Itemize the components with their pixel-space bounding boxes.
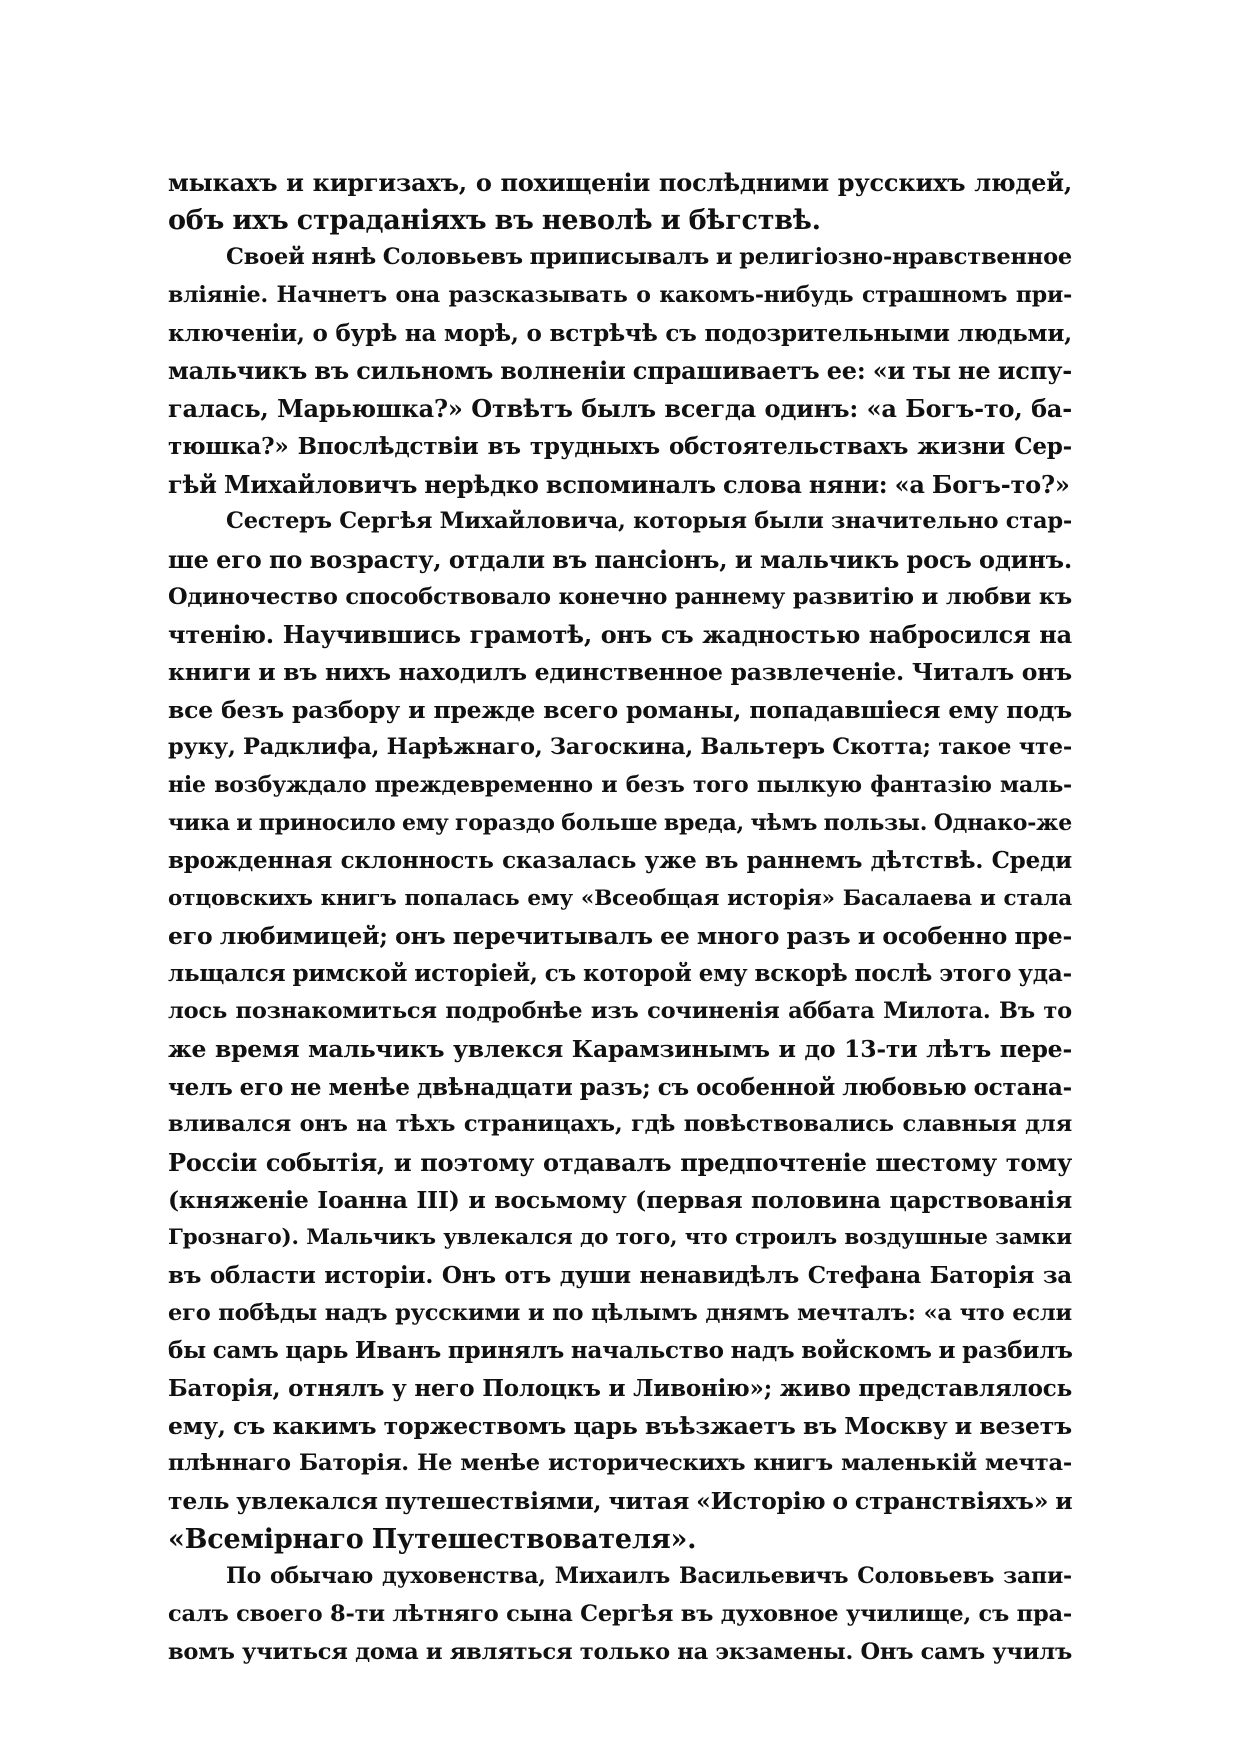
text-line: Своей нянѣ Соловьевъ приписывалъ и религіозно-нравственное [226,244,1072,271]
text-line: салъ своего 8-ти лѣтняго сына Сергѣя въ духовное училище, съ пра- [168,1601,1072,1628]
text-line: же время мальчикъ увлекся Карамзинымъ и до 13-ти лѣтъ пере- [168,1034,1072,1063]
text-line: льщался римской исторіей, съ которой ему вскорѣ послѣ этого уда- [168,960,1072,988]
text-line: гѣй Михайловичъ нерѣдко вспоминалъ слова няни: «а Богъ-то?» [168,469,1070,499]
text-line: объ ихъ страданіяхъ въ неволѣ и бѣгствѣ. [168,204,821,236]
text-line: отцовскихъ книгъ попалась ему «Всеобщая исторія» Басалаева и стала [168,886,1072,912]
text-line: чика и приносило ему гораздо больше вреда, чѣмъ пользы. Однако-же [168,809,1072,836]
text-line: галась, Марьюшка?» Отвѣтъ былъ всегда одинъ: «а Богъ-то, ба- [168,394,1072,424]
text-line: тель увлекался путешествіями, читая «Исторію о странствіяхъ» и [168,1487,1073,1516]
text-line: въ области исторіи. Онъ отъ души ненавидѣлъ Стефана Баторія за [168,1261,1072,1289]
text-line: мыкахъ и киргизахъ, о похищеніи послѣдними русскихъ людей, [168,168,1072,197]
text-line: ше его по возрасту, отдали въ пансіонъ, и мальчикъ росъ одинъ. [168,544,1072,574]
text-line: Баторія, отнялъ у него Полоцкъ и Ливонію»; живо представлялось [168,1375,1072,1402]
text-line: чтенію. Научившись грамотѣ, онъ съ жадностью набросился на [168,620,1072,650]
text-line: бы самъ царь Иванъ принялъ начальство надъ войскомъ и разбилъ [168,1337,1073,1365]
text-line: ніе возбуждало преждевременно и безъ того пылкую фантазію маль- [168,772,1072,798]
text-line: все безъ разбору и прежде всего романы, попадавшіеся ему подъ [168,695,1072,724]
text-line: плѣннаго Баторія. Не менѣе историческихъ книгъ маленькій мечта- [168,1450,1072,1477]
text-line: Одиночество способствовало конечно раннему развитію и любви къ [168,583,1072,610]
text-line: (княженіе Іоанна III) и восьмому (первая половина царствованія [168,1185,1072,1214]
text-line: врожденная склонность сказалась уже въ раннемъ дѣтствѣ. Среди [168,847,1072,875]
text-line: Грознаго). Мальчикъ увлекался до того, что строилъ воздушные замки [168,1225,1072,1251]
text-line: вливался онъ на тѣхъ страницахъ, гдѣ повѣствовались славныя для [168,1111,1072,1138]
text-line: вомъ учиться дома и являться только на экзамены. Онъ самъ училъ [168,1638,1072,1665]
text-line: ключеніи, о бурѣ на морѣ, о встрѣчѣ съ подозрительными людьми, [168,319,1072,347]
text-line: его любимицей; онъ перечитывалъ ее много разъ и особенно пре- [168,921,1072,950]
text-line: его побѣды надъ русскими и по цѣлымъ днямъ мечталъ: «а что если [168,1299,1072,1326]
text-line: тюшка?» Впослѣдствіи въ трудныхъ обстоятельствахъ жизни Сер- [168,432,1072,460]
text-line: книги и въ нихъ находилъ единственное развлеченіе. Читалъ онъ [168,657,1072,686]
text-line: Россіи событія, и поэтому отдавалъ предпочтеніе шестому тому [168,1147,1072,1177]
text-line: вліяніе. Начнетъ она разсказывать о какомъ-нибудь страшномъ при- [168,282,1072,309]
text-line: Сестеръ Сергѣя Михайловича, которыя были значительно стар- [226,508,1072,535]
page-text [168,164,1072,1672]
text-line: лось познакомиться подробнѣе изъ сочиненія аббата Милота. Въ то [168,998,1072,1025]
text-line: челъ его не менѣе двѣнадцати разъ; съ особенной любовью остана- [168,1073,1072,1101]
text-line: ему, съ какимъ торжествомъ царь въѣзжаетъ въ Москву и везетъ [168,1411,1072,1440]
text-line: «Всемірнаго Путешествователя». [168,1523,697,1555]
text-line: мальчикъ въ сильномъ волненіи спрашиваетъ ее: «и ты не испу- [168,356,1072,386]
text-line: руку, Радклифа, Нарѣжнаго, Загоскина, Вальтеръ Скотта; такое чте- [168,734,1072,761]
text-line: По обычаю духовенства, Михаилъ Васильевичъ Соловьевъ запи- [226,1563,1072,1590]
